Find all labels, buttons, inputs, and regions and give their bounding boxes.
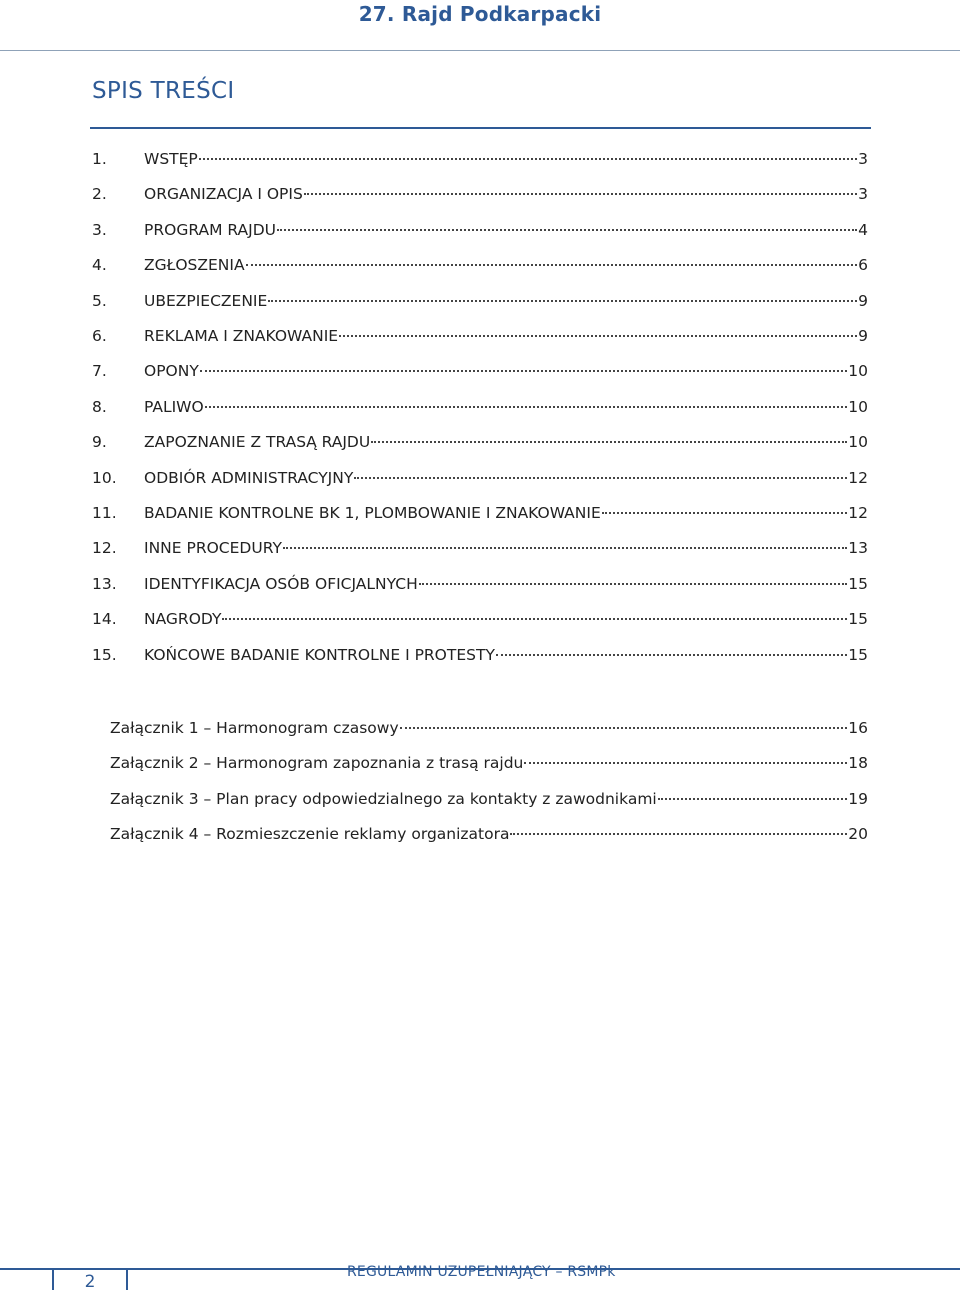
appendix-label: Załącznik 4 – Rozmieszczenie reklamy organizatora bbox=[110, 825, 510, 844]
header-divider bbox=[0, 50, 960, 51]
toc-entry[interactable] bbox=[92, 504, 868, 538]
toc-entry-number: 13. bbox=[92, 574, 117, 593]
toc-entry-page: 13 bbox=[848, 539, 868, 558]
page-number: 2 bbox=[84, 1272, 96, 1292]
appendix-entry[interactable] bbox=[110, 719, 868, 753]
toc-entry-page: 12 bbox=[848, 504, 868, 522]
toc-entry-label: BADANIE KONTROLNE BK 1, PLOMBOWANIE I ZNAKOWANIE bbox=[144, 504, 601, 522]
toc-entry[interactable] bbox=[92, 575, 868, 609]
toc-entry-number: 7. bbox=[92, 362, 107, 381]
toc-entry-label: ORGANIZACJA I OPIS bbox=[144, 185, 303, 204]
toc-entry-page: 6 bbox=[858, 256, 868, 275]
toc-entry-page: 15 bbox=[848, 574, 868, 593]
footer-title: REGULAMIN UZUPEŁNIAJĄCY – RSMPk bbox=[347, 1264, 616, 1280]
toc-entry-label: INNE PROCEDURY bbox=[144, 539, 282, 558]
appendix-page: 19 bbox=[848, 789, 868, 808]
dot-leader bbox=[268, 299, 857, 302]
dot-leader bbox=[510, 832, 847, 835]
toc-entry-number: 8. bbox=[92, 397, 107, 416]
toc-entry-page: 10 bbox=[848, 362, 868, 381]
toc-entry-label: KOŃCOWE BADANIE KONTROLNE I PROTESTY bbox=[144, 645, 495, 664]
toc-entry-page: 9 bbox=[858, 291, 868, 310]
toc-entry-page: 12 bbox=[848, 468, 868, 487]
toc-entry[interactable] bbox=[92, 539, 868, 573]
dot-leader bbox=[277, 228, 857, 231]
toc-entry-label: REKLAMA I ZNAKOWANIE bbox=[144, 327, 339, 345]
toc-entry-label: PALIWO bbox=[144, 397, 204, 416]
document-header-title: 27. Rajd Podkarpacki bbox=[358, 2, 602, 26]
dot-leader bbox=[524, 761, 847, 764]
dot-leader bbox=[283, 546, 847, 549]
toc-entry-label: WSTĘP bbox=[144, 150, 198, 168]
dot-leader bbox=[400, 726, 848, 729]
toc-entry[interactable] bbox=[92, 398, 868, 432]
toc-entry[interactable] bbox=[92, 292, 868, 326]
appendix-page: 16 bbox=[848, 719, 868, 737]
dot-leader bbox=[199, 157, 857, 160]
toc-entry-page: 15 bbox=[848, 610, 868, 629]
toc-entry-number: 11. bbox=[92, 504, 117, 522]
appendix-label: Załącznik 2 – Harmonogram zapoznania z trasą rajdu bbox=[110, 754, 524, 773]
toc-entry-number: 14. bbox=[92, 610, 117, 629]
toc-entry-page: 9 bbox=[858, 327, 868, 345]
toc-entry[interactable] bbox=[92, 256, 868, 290]
dot-leader bbox=[658, 797, 848, 800]
toc-entry-page: 3 bbox=[858, 150, 868, 168]
toc-entry-number: 1. bbox=[92, 150, 107, 168]
toc-entry[interactable] bbox=[92, 469, 868, 503]
toc-entry-label: NAGRODY bbox=[144, 610, 222, 629]
appendix-entry[interactable] bbox=[110, 754, 868, 788]
toc-entry-page: 15 bbox=[848, 645, 868, 664]
dot-leader bbox=[246, 263, 858, 266]
dot-leader bbox=[339, 334, 857, 337]
toc-entry-page: 10 bbox=[848, 433, 868, 452]
toc-entry-label: ODBIÓR ADMINISTRACYJNY bbox=[144, 468, 354, 487]
toc-entry[interactable] bbox=[92, 185, 868, 219]
toc-entry-page: 10 bbox=[848, 397, 868, 416]
toc-entry[interactable] bbox=[92, 221, 868, 255]
toc-entry-label: OPONY bbox=[144, 362, 199, 381]
toc-entry[interactable] bbox=[92, 327, 868, 361]
toc-entry[interactable] bbox=[92, 646, 868, 680]
toc-entry[interactable] bbox=[92, 150, 868, 184]
toc-entry-label: UBEZPIECZENIE bbox=[144, 291, 268, 310]
toc-entry[interactable] bbox=[92, 362, 868, 396]
toc-title: SPIS TREŚCI bbox=[92, 78, 235, 104]
toc-entry-number: 5. bbox=[92, 291, 107, 310]
dot-leader bbox=[602, 511, 848, 514]
toc-entry-number: 10. bbox=[92, 468, 117, 487]
dot-leader bbox=[354, 476, 847, 479]
toc-entry-number: 4. bbox=[92, 256, 107, 275]
appendix-label: Załącznik 3 – Plan pracy odpowiedzialnego za kontakty z zawodnikami bbox=[110, 789, 657, 808]
dot-leader bbox=[304, 192, 857, 195]
appendix-page: 18 bbox=[848, 754, 868, 773]
appendix-entry[interactable] bbox=[110, 825, 868, 859]
toc-entry-page: 3 bbox=[858, 185, 868, 204]
toc-entry[interactable] bbox=[92, 433, 868, 467]
toc-entry-number: 12. bbox=[92, 539, 117, 558]
toc-entry-number: 9. bbox=[92, 433, 107, 452]
toc-entry-page: 4 bbox=[858, 220, 868, 239]
dot-leader bbox=[371, 440, 847, 443]
appendix-page: 20 bbox=[848, 825, 868, 844]
toc-entry-label: ZAPOZNANIE Z TRASĄ RAJDU bbox=[144, 433, 371, 452]
dot-leader bbox=[205, 405, 848, 408]
dot-leader bbox=[496, 653, 847, 656]
appendix-entry[interactable] bbox=[110, 790, 868, 824]
toc-entry[interactable] bbox=[92, 610, 868, 644]
toc-title-underline bbox=[90, 127, 871, 129]
toc-entry-label: IDENTYFIKACJA OSÓB OFICJALNYCH bbox=[144, 574, 418, 593]
toc-entry-number: 2. bbox=[92, 185, 107, 204]
dot-leader bbox=[222, 617, 847, 620]
toc-entry-number: 3. bbox=[92, 220, 107, 239]
dot-leader bbox=[419, 582, 848, 585]
footer-rule bbox=[0, 1268, 52, 1270]
toc-entry-label: PROGRAM RAJDU bbox=[144, 220, 276, 239]
appendix-label: Załącznik 1 – Harmonogram czasowy bbox=[110, 719, 399, 737]
toc-entry-number: 15. bbox=[92, 645, 117, 664]
toc-entry-label: ZGŁOSZENIA bbox=[144, 256, 245, 275]
dot-leader bbox=[200, 369, 847, 372]
toc-entry-number: 6. bbox=[92, 327, 107, 345]
